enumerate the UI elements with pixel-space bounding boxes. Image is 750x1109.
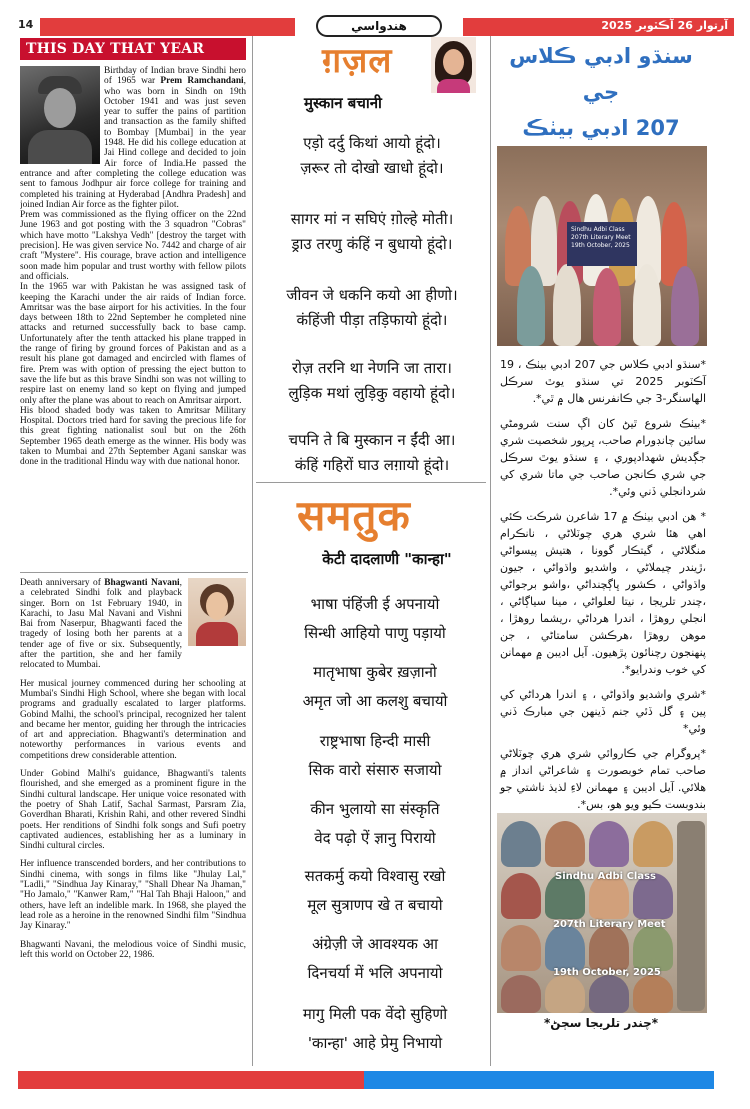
article1-name: Prem Ramchandani <box>160 76 244 87</box>
page-number: 14 <box>18 18 34 31</box>
samtuk-line: सिक वारो संसारु सजायो <box>308 761 442 779</box>
article2-para2: Her musical journey commenced during her schooling at Mumbai's Sindhi High School, where she began with local programs and gradually escalated to larger platforms. Gobind Malhi, the school's principal, recognized her talent and became her mentor, guiding her through the intricacies of art and appreciation. Bhagwanti's determination and noteworthy performances in various events and competitions drew considerable attention. <box>20 678 246 761</box>
reporter-signature: *چندر تلريجا سڄڻ* <box>543 1016 659 1030</box>
collage-caption: 19th October, 2025 <box>553 967 661 978</box>
event-report-para: * هن ادبي بيٺڪ ۾ 17 شاعرن شرڪت ڪئي اهي هئا شري هري چوٽلاڻي ، نانڪرام منگلاڻي ، گيتڪار گوونا ، هتيش پيسواڻي ،ڙيندر چيملاڻي ، واشديو واڌواڻي ، جيون واڌواڻي ، ڪشور ڀاڳچنداڻي ،واشو برجواڻي ،چندر تلريجا ، نيتا لعلواڻي ، مينا سياڳاڻي ، انجلي روهڙا ، اندرا هرداڻي ،ريشما روهڙا ، موهن روهڙا ،هرڪشن سامتاڻي ، جن پنهنجون رچنائون پڙهيون. آيل اديبن ۾ مهمانن کي خوب وندرايو*. <box>500 510 706 676</box>
event-collage-photo-icon <box>497 813 707 1013</box>
samtuk-line: वेद पढ़ो ऐं ज्ञानु पिरायो <box>314 829 436 847</box>
event-report-para: *بيٺڪ شروع ٿيڻ کان اڳ سنت شرومڻي سائين چانڊورام صاحب، ڀرپور شخصيت شري جڳديش شهدادپوري ، ۽ سنڌو يوٿ سرڪل جي شري ڪانجن صاحب جي ماتا شري کي شردانجلي ڏني وئي*. <box>500 417 706 498</box>
masthead-logo: هندواسي <box>316 15 442 37</box>
samtuk-line: कीन भुलायो सा संस्कृति <box>310 800 440 818</box>
ghazal-poet-name: मुस्कान बचानी <box>304 94 382 112</box>
samtuk-line: भाषा पंहिंजी ई अपनायो <box>310 595 440 613</box>
collage-caption: 207th Literary Meet <box>553 919 666 930</box>
middle-divider <box>256 482 486 483</box>
collage-caption: Sindhu Adbi Class <box>555 871 657 882</box>
header-bar-left <box>40 18 295 36</box>
banner-line: 207th Literary Meet <box>571 234 631 241</box>
samtuk-line: सिन्धी आहियो पाणु पड़ायो <box>304 624 446 642</box>
samtuk-line: अमृत जो आ कलशु बचायो <box>302 692 448 710</box>
event-headline-line2: 207 ادبي بيٺڪ <box>522 116 680 140</box>
samtuk-line: राष्ट्रभाषा हिन्दी मासी <box>319 732 431 750</box>
ghazal-line: लुड़िक मथां लुड़िकु वहायो हूंदो। <box>288 384 456 402</box>
ghazal-heading: ग़ज़ल <box>322 41 393 81</box>
column-rule-right <box>490 36 491 1066</box>
article2-para4: Her influence transcended borders, and her contributions to Sindhi cinema, with songs in films like "Jhulay Lal," "Ladli," "Sindhua Jay Kinaray," "Shall Dhear Na Jhaman," "Ho Jamalo," "Kanwer Ram," "Hal Tah Bhaji Haloon," and others, have left an indelible mark. In 1968, she played the lead role as a heroine in the renowned Sindhi film "Sindhua Jay Kinaray." <box>20 859 246 932</box>
ghazal-line: चपनि ते बि मुस्कान न ईंदी आ। <box>288 431 456 449</box>
article2-para3: Under Gobind Malhi's guidance, Bhagwanti's talents flourished, and she emerged as a prominent figure in the Sindhi cultural landscape. Her unique voice resonated with the poetry of Shah Latif, Sachal Sarmast, Parsram Zia, Goverdhan Bharati, Krishin Rahi, and other revered Sindhi poets. Her renditions of Sindhi folk songs and Sufi poetry captivated audiences, establishing her as a luminary in Sindhi cultural circles. <box>20 769 246 852</box>
ghazal-line: कंहिं गहिरों घाउ लग़ायो हूंदो। <box>294 456 450 474</box>
article1-para3: In the 1965 war with Pakistan he was assigned task of keeping the Karachi under the air raids of Indian force. Amritsar was the base airport for his activities. In the four days between 18th to 22nd September he completed nine attacks and returned successfully back to base camp. Unfortunately after the tenth attacked his plane trapped in the range of firing by ground forces of Pakistan and as a result his plane got damaged and encircled with flames of fire. Prem was with option of pressing the eject button to save the life but as this brave Sindhi son was not willing to respire last on enemy land so kept on flying and jumped only after the plane was about to reach on Amritsar airport. <box>20 282 246 406</box>
event-report <box>500 356 706 813</box>
samtuk-line: सतकर्मु कयो विश्वासु रखो <box>304 867 446 885</box>
ghazal-line: ड्राउ तरणु कंहिं न बुधायो हूंदो। <box>291 235 453 253</box>
samtuk-line: मागु मिली पक वेंदो सुहिणो <box>302 1005 448 1023</box>
event-banner <box>567 222 637 266</box>
article2-para5: Bhagwanti Navani, the melodious voice of Sindhi music, left this world on October 22, 1986. <box>20 939 246 960</box>
left-divider <box>20 572 248 573</box>
samtuk-stanza <box>262 590 488 648</box>
ghazal-line: सागर मां न सघिएं ग़ोल्हे मोती। <box>290 210 454 228</box>
page-header <box>18 14 734 38</box>
samtuk-line: 'कान्हा' आहे प्रेमु निभायो <box>307 1034 443 1052</box>
event-headline <box>496 38 706 146</box>
event-headline-line1: سنڌو ادبي ڪلاس جي <box>509 44 693 104</box>
article-prem-ramchandani <box>20 66 246 570</box>
samtuk-stanza <box>262 930 488 988</box>
samtuk-line: दिनचर्या में भलि अपनायो <box>307 964 443 982</box>
article-bhagwanti-navani <box>20 578 246 1068</box>
samtuk-stanza <box>262 862 488 920</box>
samtuk-line: अंग्रेज़ी जे आवश्यक आ <box>312 935 438 953</box>
samtuk-stanza <box>262 727 488 785</box>
ghazal-line: जीवन जे धकनि कयो आ हीणो। <box>286 286 458 304</box>
samtuk-stanza <box>262 795 488 853</box>
article1-para4: His blood shaded body was taken to Amritsar Military Hospital. Doctors tried hard for saving the precious life for this great fighting nationalist soul but on the 26th September 1965 death emerge as the winner. His body was taken to Mumbai and 27th September Agani sanskar was done in the traditional Hindu way with due national honor. <box>20 405 246 468</box>
event-report-para: *شري واشديو واڌواڻي ، ۽ اندرا هرداڻي کي پين ۽ گل ڏئي جنم ڏينهن جي مبارڪ ڏني وئي* <box>500 688 706 735</box>
article2-intro: Death anniversary of <box>20 578 105 588</box>
samtuk-poet-name: केटी दादलाणी "कान्हा" <box>322 550 452 568</box>
ghazal-couplet <box>262 207 482 257</box>
samtuk-heading: समतुक <box>297 491 411 540</box>
event-report-para: *سنڌو ادبي ڪلاس جي 207 ادبي بيٺڪ ، 19 آڪٽوبر 2025 تي سنڌو يوٿ سرڪل الهاسنگر-3 جي ڪانفرنس هال ۾ ٿي*. <box>500 358 706 405</box>
ghazal-line: रोज़ तरनि था नेणनि जा तारा। <box>292 359 452 377</box>
event-group-photo-icon <box>497 146 707 346</box>
footer-bar-right <box>364 1071 714 1089</box>
ghazal-line: ज़रूर तो दोखो खाधो हूंदो। <box>300 159 444 177</box>
article2-name: Bhagwanti Navani <box>104 578 180 588</box>
samtuk-line: मूल सुत्राणप खे त बचायो <box>307 896 443 914</box>
article1-body: , who was born in Sindh on 19th October 1941 and was just seven year to suffer the pains of partition and transaction as the family shifted to Bombay [Mumbai] in the year 1948. He did his college education at Jai Hind college and decided to join Air force of India.He passed the entrance and after completing the college education was sent to famous Jodhpur air force college for training and completed his training at Hyderabad [Andhra Pradesh] and joined Indian Air force as the fighter pilot. <box>20 76 246 210</box>
poet-portrait-icon <box>431 37 476 93</box>
article1-intro: Birthday of Indian brave Sindhi hero of 1965 war <box>104 66 246 87</box>
ghazal-couplet <box>262 283 482 333</box>
column-rule-left <box>252 36 253 1066</box>
ghazal-couplet <box>262 428 482 478</box>
footer-bar-left <box>18 1071 364 1089</box>
banner-line: 19th October, 2025 <box>571 242 630 249</box>
samtuk-stanza <box>262 658 488 716</box>
samtuk-line: मातृभाषा कुबेर ख़ज़ानो <box>313 663 437 681</box>
ghazal-couplet <box>262 356 482 406</box>
ghazal-line: एड़ो दर्दु किथां आयो हूंदो। <box>303 134 441 152</box>
banner-line: Sindhu Adbi Class <box>571 226 625 233</box>
article2-body: , a celebrated Sindhi folk and playback singer. Born on 1st February 1940, in Karachi, to Jasu Mal Navani and Vishni Bai from Naserpur, Bhagwanti faced the tragedy of losing both her parents at a tender age of five or six. Subsequently, after the partition, she and her family relocated to Mumbai. <box>20 578 182 671</box>
event-report-para: *پروگرام جي ڪاروائي شري هري چوٽلاڻي صاحب تمام خوبصورت ۽ شاعراڻي انداز ۾ هلائي. آيل اديبن ۽ مهمانن لاءِ لذيذ ناشتي جو بندوبست ڪيو ويو هو، بس*. <box>500 747 706 811</box>
ghazal-line: कंहिंजी पीड़ा तड़िफायो हूंदो। <box>296 311 448 329</box>
article1-para2: Prem was commissioned as the flying officer on the 22nd June 1963 and got posting with the 3 squadron "Cobras" which have motto "Lakshya Vedh" [destroy the target with precision]. He was given service No. 7442 and charge of air craft "Mystere". His courage, brave action and intelligence soon made him popular and trust worthy with fellow pilots and officials. <box>20 210 246 282</box>
date-line: آرتوار 26 آڪٽوبر 2025 <box>601 19 728 32</box>
ghazal-couplet <box>262 131 482 181</box>
this-day-that-year-heading: THIS DAY THAT YEAR <box>20 38 246 60</box>
samtuk-stanza <box>262 1000 488 1058</box>
